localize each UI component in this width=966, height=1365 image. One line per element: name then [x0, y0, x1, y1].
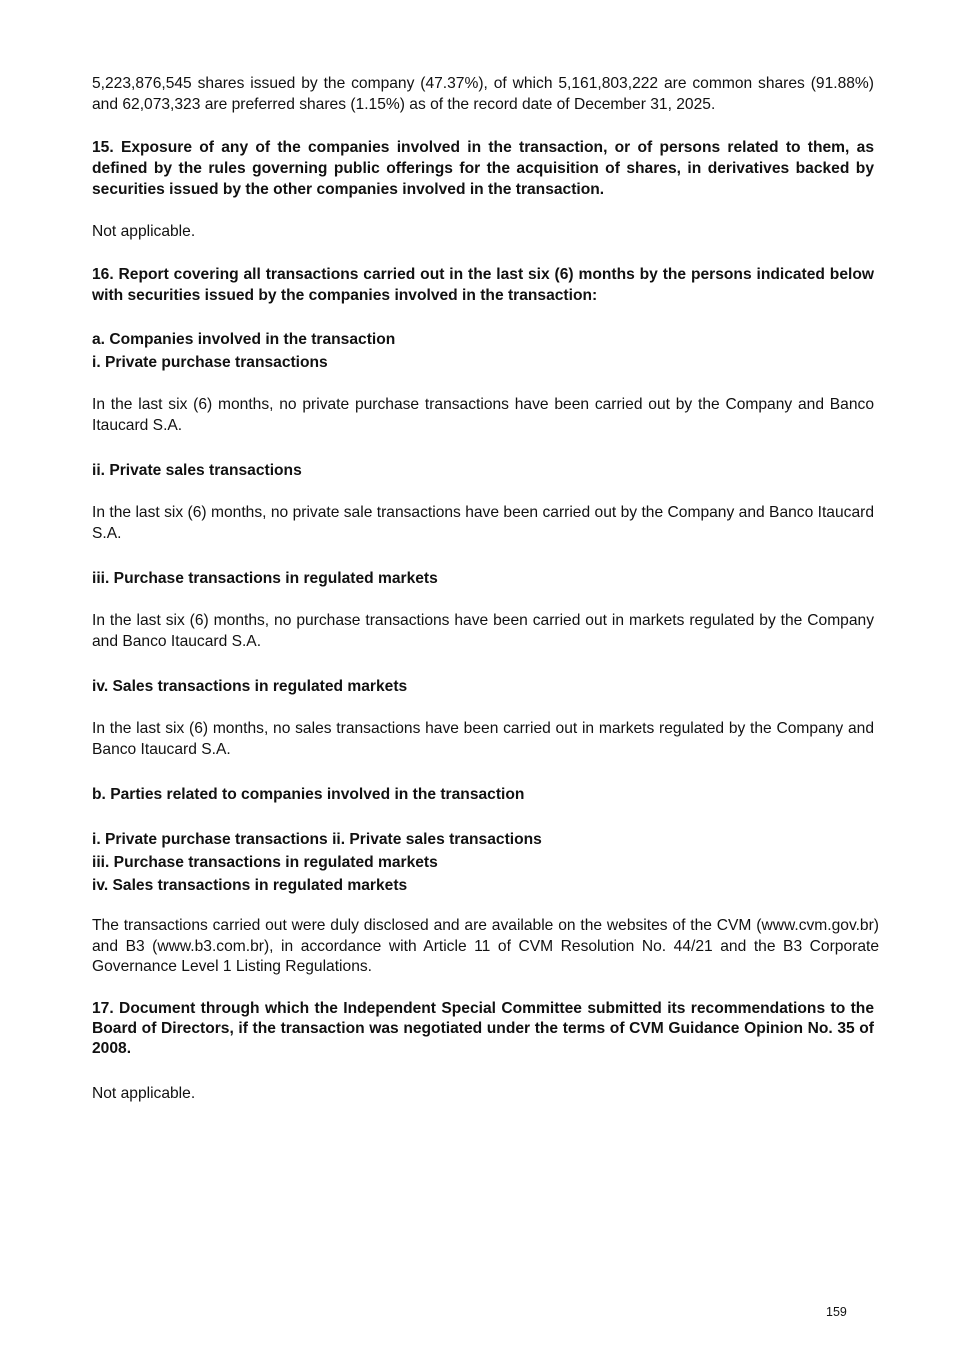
- part-a-item-3-body: In the last six (6) months, no purchase transactions have been carried out in markets regulated by the Company and Banco Itaucard S.A.: [92, 612, 874, 650]
- section-17-heading: 17. Document through which the Independent Special Committee submitted its recommendations to the Board of Directors, if the transaction was negotiated under the terms of CVM Guidance Opinion No. 35 of 2008.: [92, 1000, 874, 1057]
- section-17-body: Not applicable.: [92, 1085, 196, 1102]
- part-a-item-2-heading: ii. Private sales transactions: [92, 462, 302, 479]
- part-b-list-line: iii. Purchase transactions in regulated markets: [92, 854, 438, 871]
- part-a-item-3-heading: iii. Purchase transactions in regulated markets: [92, 570, 438, 587]
- part-b-list-line: i. Private purchase transactions ii. Private sales transactions: [92, 831, 542, 848]
- part-a-item-2-body: In the last six (6) months, no private sale transactions have been carried out by the Company and Banco Itaucard S.A.: [92, 504, 874, 542]
- part-a-item-1-body: In the last six (6) months, no private purchase transactions have been carried out by the Company and Banco Itaucard S.A.: [92, 396, 874, 434]
- part-a-heading: a. Companies involved in the transaction: [92, 331, 396, 348]
- part-a-item-1-heading: i. Private purchase transactions: [92, 354, 328, 371]
- part-a-item-4-body: In the last six (6) months, no sales transactions have been carried out in markets regulated by the Company and Banco Itaucard S.A.: [92, 720, 874, 758]
- part-a-item-4-heading: iv. Sales transactions in regulated markets: [92, 678, 408, 695]
- section-16-heading: 16. Report covering all transactions carried out in the last six (6) months by the persons indicated below with securities issued by the companies involved in the transaction:: [92, 266, 874, 304]
- page-number: 159: [826, 1305, 847, 1319]
- part-b-list-line: iv. Sales transactions in regulated markets: [92, 877, 408, 894]
- part-b-body: The transactions carried out were duly disclosed and are available on the websites of the CVM (www.cvm.gov.br) and B3 (www.b3.com.br), in accordance with Article 11 of CVM Resolution No. 44/21 and the B3 Corporate Governance Level 1 Listing Regulations.: [92, 917, 879, 975]
- section-15-body: Not applicable.: [92, 223, 196, 240]
- part-b-heading: b. Parties related to companies involved in the transaction: [92, 786, 525, 803]
- intro-paragraph: 5,223,876,545 shares issued by the company (47.37%), of which 5,161,803,222 are common shares (91.88%) and 62,073,323 are preferred shares (1.15%) as of the record date of December 31, 2025.: [92, 75, 874, 113]
- part-b-list: [92, 828, 874, 897]
- section-15-heading: 15. Exposure of any of the companies involved in the transaction, or of persons related to them, as defined by the rules governing public offerings for the acquisition of shares, in derivatives backed by securities issued by the other companies involved in the transaction.: [92, 139, 874, 198]
